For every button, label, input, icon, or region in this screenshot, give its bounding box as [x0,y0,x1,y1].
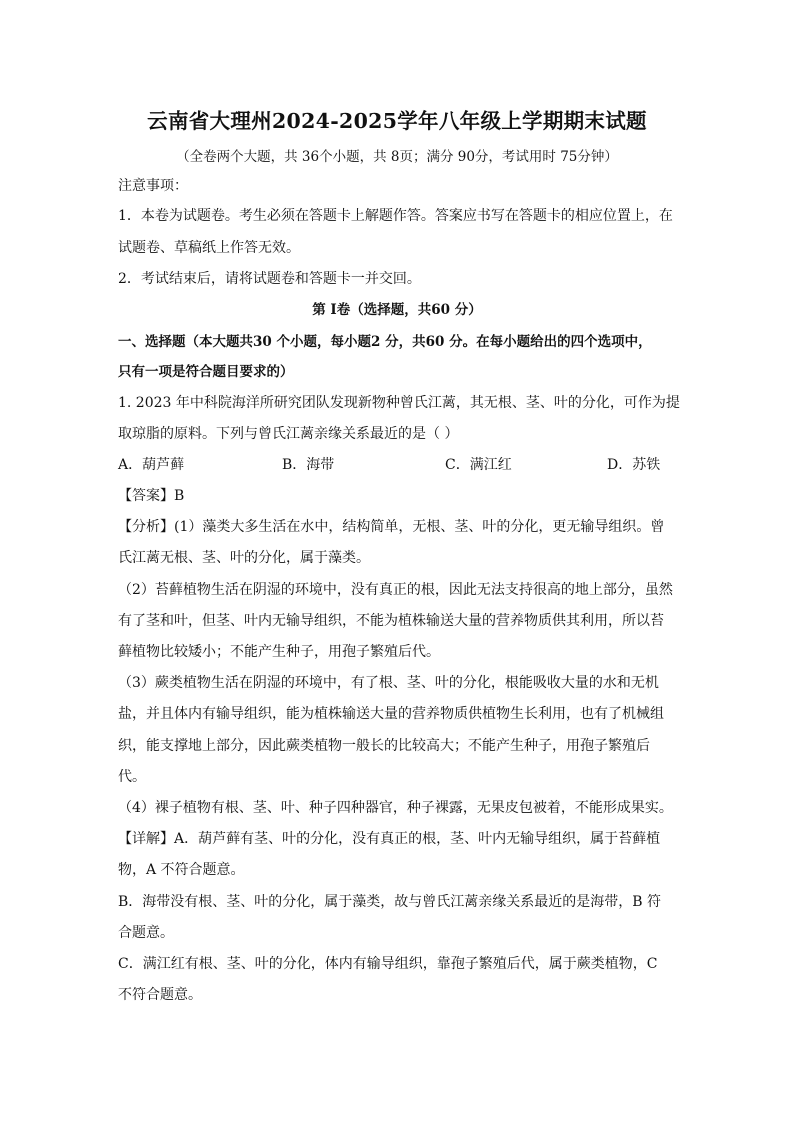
question1-option-b: B．海带 [282,457,335,473]
analysis-line: 盐，并且体内有输导组织，能为植株输送大量的营养物质供植物生长利用，也有了机械组 [118,706,664,722]
notice-heading: 注意事项： [118,178,188,194]
analysis-line: 织，能支撑地上部分，因此蕨类植物一般长的比较高大；不能产生种子，用孢子繁殖后 [118,738,650,754]
analysis-line: 藓植物比较矮小；不能产生种子，用孢子繁殖后代。 [118,644,440,660]
analysis-line: （2）苔藓植物生活在阴湿的环境中，没有真正的根，因此无法支持很高的地上部分，虽然 [118,582,673,598]
page-title: 云南省大理州2024-2025学年八年级上学期期末试题 [147,109,647,133]
detail-line: 物，A 不符合题意。 [118,862,245,878]
analysis-line: 【分析】(1）藻类大多生活在水中，结构简单，无根、茎、叶的分化，更无输导组织。曾 [118,519,665,535]
section1-heading-line-2: 只有一项是符合题目要求的） [118,364,294,380]
analysis-line: （4）裸子植物有根、茎、叶、种子四种器官，种子裸露，无果皮包被着，不能形成果实。 [118,800,673,816]
detail-line: C．满江红有根、茎、叶的分化，体内有输导组织，靠孢子繁殖后代，属于蕨类植物，C [118,956,658,972]
question1-option-c: C．满江红 [445,457,512,473]
part1-heading: 第 I卷（选择题，共60 分） [312,302,482,318]
analysis-line: 氏江蓠无根、茎、叶的分化，属于藻类。 [118,550,370,566]
notice-item-1-line-2: 试题卷、草稿纸上作答无效。 [118,240,300,256]
question1-stem-line-2: 取琼脂的原料。下列与曾氏江蓠亲缘关系最近的是（ ） [118,426,459,442]
answer-line: 【答案】B [118,488,185,504]
section1-heading-line-1: 一、选择题（本大题共30 个小题，每小题2 分，共60 分。在每小题给出的四个选项中， [118,334,652,350]
notice-item-1-line-1: 1．本卷为试题卷。考生必须在答题卡上解题作答。答案应书写在答题卡的相应位置上，在 [118,208,673,224]
question1-stem-line-1: 1. 2023 年中科院海洋所研究团队发现新物种曾氏江蓠，其无根、茎、叶的分化，可作为提 [118,395,680,411]
detail-line: 不符合题意。 [118,987,202,1003]
detail-line: B．海带没有根、茎、叶的分化，属于藻类，故与曾氏江蓠亲缘关系最近的是海带，B 符 [118,894,662,910]
analysis-line: 有了茎和叶，但茎、叶内无输导组织，不能为植株输送大量的营养物质供其利用，所以苔 [118,613,664,629]
exam-info: （全卷两个大题，共 36个小题，共 8页；满分 90分，考试用时 75分钟） [176,149,618,165]
notice-item-2: 2．考试结束后，请将试题卷和答题卡一并交回。 [118,271,421,287]
question1-option-d: D．苏铁 [607,457,661,473]
question1-option-a: A．葫芦藓 [118,457,185,473]
detail-line: 合题意。 [118,925,174,941]
analysis-line: （3）蕨类植物生活在阴湿的环境中，有了根、茎、叶的分化，根能吸收大量的水和无机 [118,675,659,691]
detail-line: 【详解】A．葫芦藓有茎、叶的分化，没有真正的根，茎、叶内无输导组织，属于苔藓植 [118,831,661,847]
analysis-line: 代。 [118,769,146,785]
